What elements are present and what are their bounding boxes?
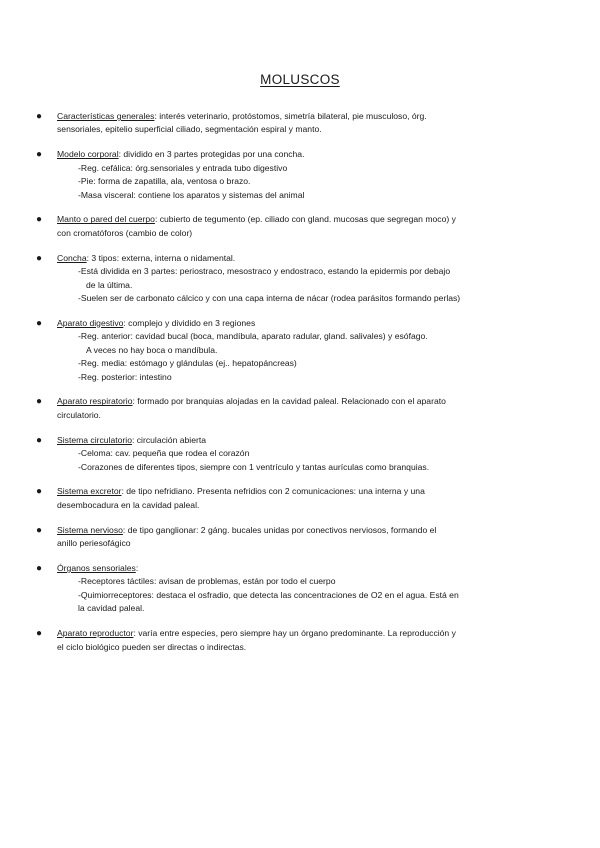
section-text: : varía entre especies, pero siempre hay un órgano predominante. La reproducción y [133, 628, 456, 639]
section-first-line [57, 213, 528, 226]
section-line: -Quimiorreceptores: destaca el osfradio, que detecta las concentraciones de O2 en el agua. Está en [78, 589, 459, 600]
section-line: -Suelen ser de carbonato cálcico y con una capa interna de nácar (rodea parásitos formando perlas) [78, 292, 461, 303]
bullet-dot-icon: ● [36, 628, 43, 640]
section-line: -Reg. posterior: intestino [78, 371, 172, 382]
section-line: -Está dividida en 3 partes: periostraco, mesostraco y endostraco, estando la epidermis por debajo [78, 266, 451, 277]
bullet-dot-icon: ● [36, 317, 43, 329]
bullet-list [0, 110, 600, 666]
bullet-item [0, 562, 600, 616]
section-line: -Pie: forma de zapatilla, ala, ventosa o brazo. [78, 176, 251, 187]
section-first-line [57, 252, 528, 265]
bullet-dot-icon: ● [36, 214, 43, 226]
bullet-item [0, 148, 600, 202]
section-text: : de tipo nefridiano. Presenta nefridios con 2 comunicaciones: una interna y una [121, 486, 425, 497]
section-first-line [57, 317, 528, 330]
section-line: con cromatóforos (cambio de color) [57, 227, 193, 238]
section-line: A veces no hay boca o mandíbula. [86, 344, 218, 355]
section-text: : de tipo ganglionar: 2 gáng. bucales unidas por conectivos nerviosos, formando el [122, 524, 437, 535]
page-title: MOLUSCOS [260, 72, 340, 87]
bullet-item [0, 317, 600, 384]
section-text: : circulación abierta [131, 434, 207, 445]
section-line: el ciclo biológico pueden ser directas o indirectas. [57, 641, 247, 652]
bullet-item [0, 110, 600, 137]
section-text: : interés veterinario, protóstomos, simetría bilateral, pie musculoso, órg. [154, 111, 427, 121]
section-line: -Corazones de diferentes tipos, siempre con 1 ventrículo y tantas aurículas como branquias. [78, 461, 430, 472]
section-heading: Aparato reproductor [57, 628, 134, 639]
section-text: : formado por branquias alojadas en la cavidad paleal. Relacionado con el aparato [132, 396, 446, 407]
section-heading: Sistema circulatorio [57, 434, 132, 445]
section-line: circulatorio. [57, 409, 101, 420]
section-first-line [57, 148, 528, 161]
section-line: sensoriales, epitelio superficial ciliado, segmentación espiral y manto. [57, 124, 322, 135]
section-first-line [57, 627, 528, 640]
bullet-dot-icon: ● [36, 252, 43, 264]
bullet-dot-icon: ● [36, 111, 43, 122]
section-heading: Aparato respiratorio [57, 396, 133, 407]
section-line: -Reg. anterior: cavidad bucal (boca, mandíbula, aparato radular, gland. salivales) y esófago. [78, 331, 428, 342]
section-line: -Masa visceral: contiene los aparatos y sistemas del animal [78, 189, 305, 200]
section-line: la cavidad paleal. [78, 603, 145, 614]
section-text: : cubierto de tegumento (ep. ciliado con gland. mucosas que segregan moco) y [154, 214, 456, 225]
bullet-item [0, 252, 600, 306]
section-line: -Receptores táctiles: avisan de problemas, están por todo el cuerpo [78, 576, 336, 587]
section-heading: Manto o pared del cuerpo [57, 214, 155, 225]
bullet-dot-icon: ● [36, 486, 43, 498]
section-heading: Características generales [57, 111, 155, 121]
section-text: : complejo y dividido en 3 regiones [123, 317, 256, 328]
section-line: anillo periesofágico [57, 538, 131, 549]
bullet-dot-icon: ● [36, 396, 43, 408]
bullet-item [0, 524, 600, 551]
section-heading: Aparato digestivo [57, 317, 124, 328]
bullet-dot-icon: ● [36, 434, 43, 446]
section-text: : 3 tipos: externa, interna o nidamental. [86, 252, 236, 263]
section-heading: Modelo corporal [57, 149, 119, 160]
section-first-line [57, 524, 528, 537]
section-first-line [57, 110, 528, 123]
section-line: -Celoma: cav. pequeña que rodea el corazón [78, 448, 250, 459]
bullet-item [0, 627, 600, 654]
section-line: desembocadura en la cavidad paleal. [57, 499, 200, 510]
bullet-item [0, 395, 600, 422]
section-text: : [135, 563, 139, 574]
section-heading: Órganos sensoriales [57, 563, 136, 574]
section-heading: Sistema excretor [57, 486, 122, 497]
section-line: -Reg. cefálica: órg.sensoriales y entrada tubo digestivo [78, 162, 288, 173]
section-first-line [57, 434, 528, 447]
bullet-item [0, 434, 600, 474]
section-first-line [57, 395, 528, 408]
section-line: de la última. [86, 279, 133, 290]
bullet-item [0, 485, 600, 512]
bullet-dot-icon: ● [36, 563, 43, 575]
bullet-dot-icon: ● [36, 524, 43, 536]
bullet-item [0, 213, 600, 240]
section-heading: Sistema nervioso [57, 524, 123, 535]
section-line: -Reg. media: estómago y glándulas (ej.. hepatopáncreas) [78, 358, 297, 369]
section-heading: Concha [57, 252, 87, 263]
section-text: : dividido en 3 partes protegidas por una concha. [118, 149, 305, 160]
section-first-line [57, 562, 528, 575]
section-first-line [57, 485, 528, 498]
bullet-dot-icon: ● [36, 149, 43, 161]
